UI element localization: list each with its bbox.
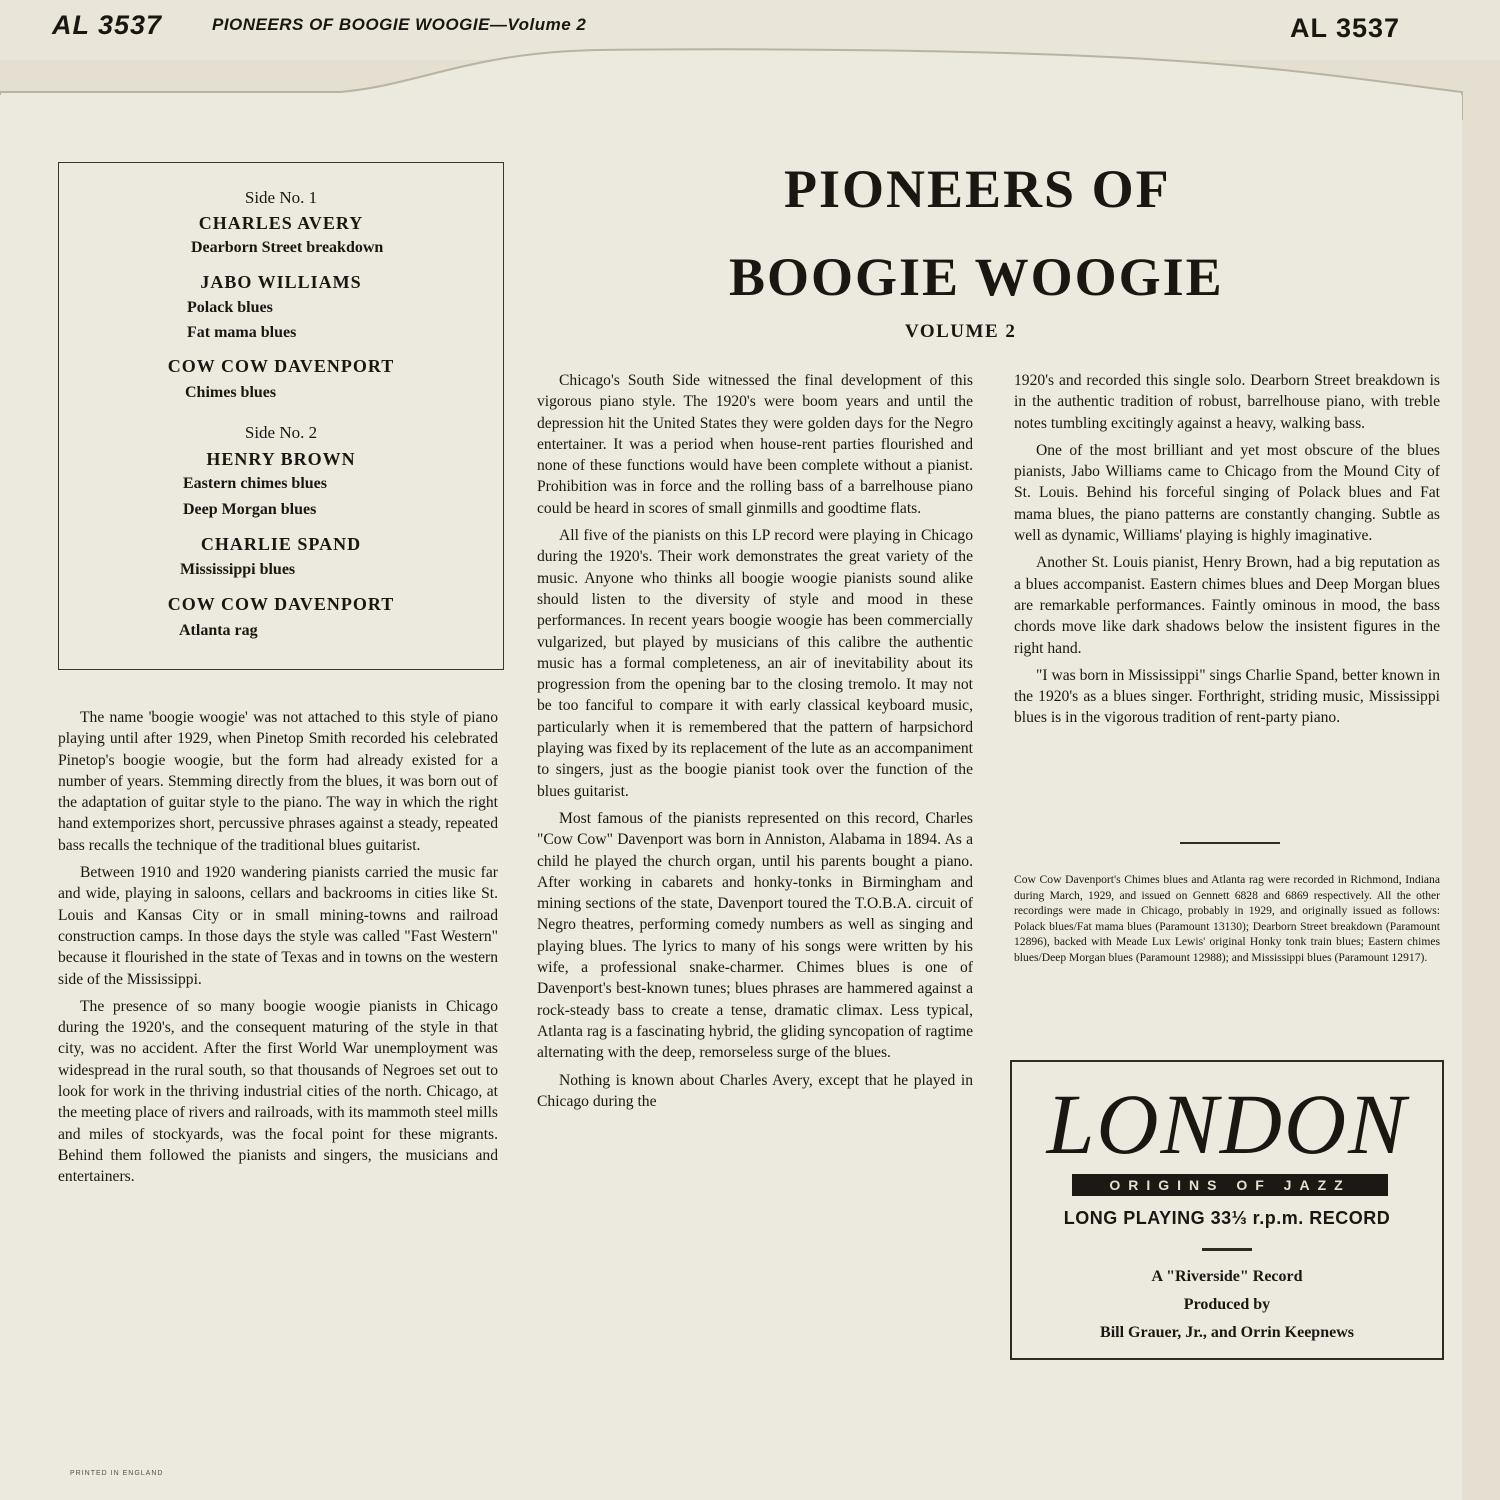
track-artist: COW COW DAVENPORT	[167, 594, 395, 614]
series-band: ORIGINS OF JAZZ	[1072, 1174, 1388, 1196]
track-artist: JABO WILLIAMS	[200, 272, 362, 292]
riverside-credit: A "Riverside" Record	[1151, 1268, 1303, 1285]
printed-in-note: PRINTED IN ENGLAND	[70, 1470, 164, 1477]
recording-notes: Cow Cow Davenport's Chimes blues and Atlanta rag were recorded in Richmond, Indiana during March, 1929, and issued on Gennett 6828 and 6869 respectively. All the other recordings were made in Chicago, probably in 1929, and originally issued as follows: Polack blues/Fat mama blues (Paramount 13130); Dearborn Street breakdown (Paramount 12896), backed with Meade Lux Lewis' original Honky tonk train blues; Eastern chimes blues/Deep Morgan blues (Paramount 12988); and Mississippi blues (Paramount 12917).	[1014, 873, 1440, 964]
liner-paragraph: One of the most brilliant and yet most obscure of the blues pianists, Jabo Williams came to Chicago from the Mound City of St. Louis. Behind his forceful singing of Polack blues and Fat mama blues, the piano patterns are constantly changing. Subtle as well as dynamic, Williams' playing is highly imaginative.	[1014, 441, 1440, 545]
catalog-number-right: AL 3537	[1290, 13, 1401, 43]
track-title: Polack blues	[187, 299, 273, 316]
track-artist: CHARLIE SPAND	[200, 534, 362, 554]
liner-paragraph: Another St. Louis pianist, Henry Brown, had a big reputation as a blues accompanist. Eastern chimes blues and Deep Morgan blues are remarkable performances. Faintly ominous in mood, the bass chords move like dark shadows below the insistent figures in the right hand.	[1014, 554, 1440, 657]
track-title: Chimes blues	[185, 384, 277, 401]
london-logo: LONDON	[1046, 1076, 1408, 1172]
liner-notes-column-1	[58, 707, 498, 1194]
logo-divider	[1202, 1248, 1252, 1251]
track-title: Deep Morgan blues	[183, 501, 317, 518]
track-title: Dearborn Street breakdown	[191, 239, 384, 256]
side-1-label: Side No. 1	[244, 188, 318, 207]
liner-paragraph: 1920's and recorded this single solo. Dearborn Street breakdown is in the authentic tradition of robust, barrelhouse piano, with treble notes tumbling excitingly against a heavy, walking bass.	[1014, 372, 1440, 432]
side-2-label: Side No. 2	[244, 423, 318, 442]
liner-paragraph: "I was born in Mississippi" sings Charlie Spand, better known in the 1920's as a blues singer. Forthright, striding music, Mississippi blues is in the vigorous tradition of rent-party piano.	[1014, 666, 1440, 727]
track-title: Mississippi blues	[180, 561, 296, 578]
album-title-line-2: BOOGIE WOOGIE	[729, 247, 1224, 307]
liner-paragraph: All five of the pianists on this LP record were playing in Chicago during the 1920's. Their work demonstrates the great variety of the music. Anyone who thinks all boogie woogie pianists sound alike should listen to the diversity of style and mood in these performances. In recent years boogie woogie has been commercially vulgarized, but played by musicians of this calibre the authentic music has a formal completeness, an air of inevitability about its progression from the opening bar to the closing tremolo. It may not be too fanciful to compare it with early classical keyboard music, particularly when it is remembered that the pattern of harpsichord playing was fixed by its replacement of the lute as an accompaniment to singers, just as the boogie pianist took over the function of the blues guitarist.	[537, 527, 973, 800]
liner-paragraph: The name 'boogie woogie' was not attached to this style of piano playing until after 1929, when Pinetop Smith recorded his celebrated Pinetop's boogie woogie, but the form had already existed for a number of years. Stemming directly from the blues, it was born out of the adaptation of guitar style to the piano. The way in which the right hand extemporizes short, percussive phrases against a steady, repeated bass recalls the technique of the traditional blues guitarist.	[58, 709, 498, 854]
liner-paragraph: Chicago's South Side witnessed the final development of this vigorous piano style. The 1920's were boom years and until the depression hit the United States they were golden days for the Negro entertainer. It was a period when house-rent parties flourished and none of these functions would have been complete without a pianist. Prohibition was in force and the rolling bass of a barrelhouse piano could be heard in scores of small ginmills and goodtime flats.	[537, 372, 973, 517]
track-artist: HENRY BROWN	[206, 449, 356, 469]
track-title: Fat mama blues	[187, 324, 297, 341]
label-logo-box	[1010, 1060, 1444, 1360]
format-line: LONG PLAYING 33⅓ r.p.m. RECORD	[1063, 1208, 1391, 1228]
liner-notes-column-2	[537, 370, 973, 1118]
track-artist: COW COW DAVENPORT	[167, 356, 395, 376]
volume-label: VOLUME 2	[905, 321, 1017, 342]
header-title: PIONEERS OF BOOGIE WOOGIE—Volume 2	[212, 15, 587, 34]
producer-names: Bill Grauer, Jr., and Orrin Keepnews	[1100, 1324, 1354, 1341]
liner-paragraph: Between 1910 and 1920 wandering pianists carried the music far and wide, playing in saloons, cellars and backrooms in cities like St. Louis and Kansas City or in small mining-towns and railroad construction camps. In those days the style was called "Fast Western" because it flourished in the state of Texas and in towns on the western side of the Mississippi.	[58, 864, 498, 988]
producer-label: Produced by	[1183, 1296, 1271, 1313]
liner-paragraph: Most famous of the pianists represented on this record, Charles "Cow Cow" Davenport was born in Anniston, Alabama in 1894. As a child he played the church organ, until his parents bought a piano. After working in cabarets and honky-tonks in Birmingham and mining sections of the state, Davenport toured the T.O.B.A. circuit of Negro theatres, performing comedy numbers as well as singing and playing blues. The lyrics to many of his songs were written by his wife, a professional snake-charmer. Chimes blues is one of Davenport's best-known tunes; blues phrases are hammered against a rock-steady bass to create a tense, dramatic climax. Less typical, Atlanta rag is a fascinating hybrid, the gliding syncopation of ragtime alternating with the deep, remorseless surge of the blues.	[537, 809, 973, 1062]
liner-paragraph: Nothing is known about Charles Avery, except that he played in Chicago during the	[537, 1071, 973, 1110]
catalog-number-left: AL 3537	[52, 10, 163, 40]
track-list-box	[58, 162, 504, 670]
liner-notes-column-3	[1014, 370, 1440, 735]
divider-rule	[1180, 842, 1280, 844]
liner-paragraph: The presence of so many boogie woogie pianists in Chicago during the 1920's, and the consequent maturing of the style in that city, was no accident. After the first World War unemployment was widespread in the rural south, so that thousands of Negroes set out to look for work in the thriving industrial cities of the north. Chicago, at the meeting place of rivers and railroads, with its mammoth steel mills and miles of stockyards, was the focal point for these migrants. Behind them followed the pianists and singers, the musicians and entertainers.	[58, 997, 498, 1186]
track-title: Atlanta rag	[179, 622, 258, 639]
album-title-line-1: PIONEERS OF	[784, 159, 1171, 219]
track-title: Eastern chimes blues	[183, 475, 327, 492]
track-artist: CHARLES AVERY	[198, 213, 364, 233]
